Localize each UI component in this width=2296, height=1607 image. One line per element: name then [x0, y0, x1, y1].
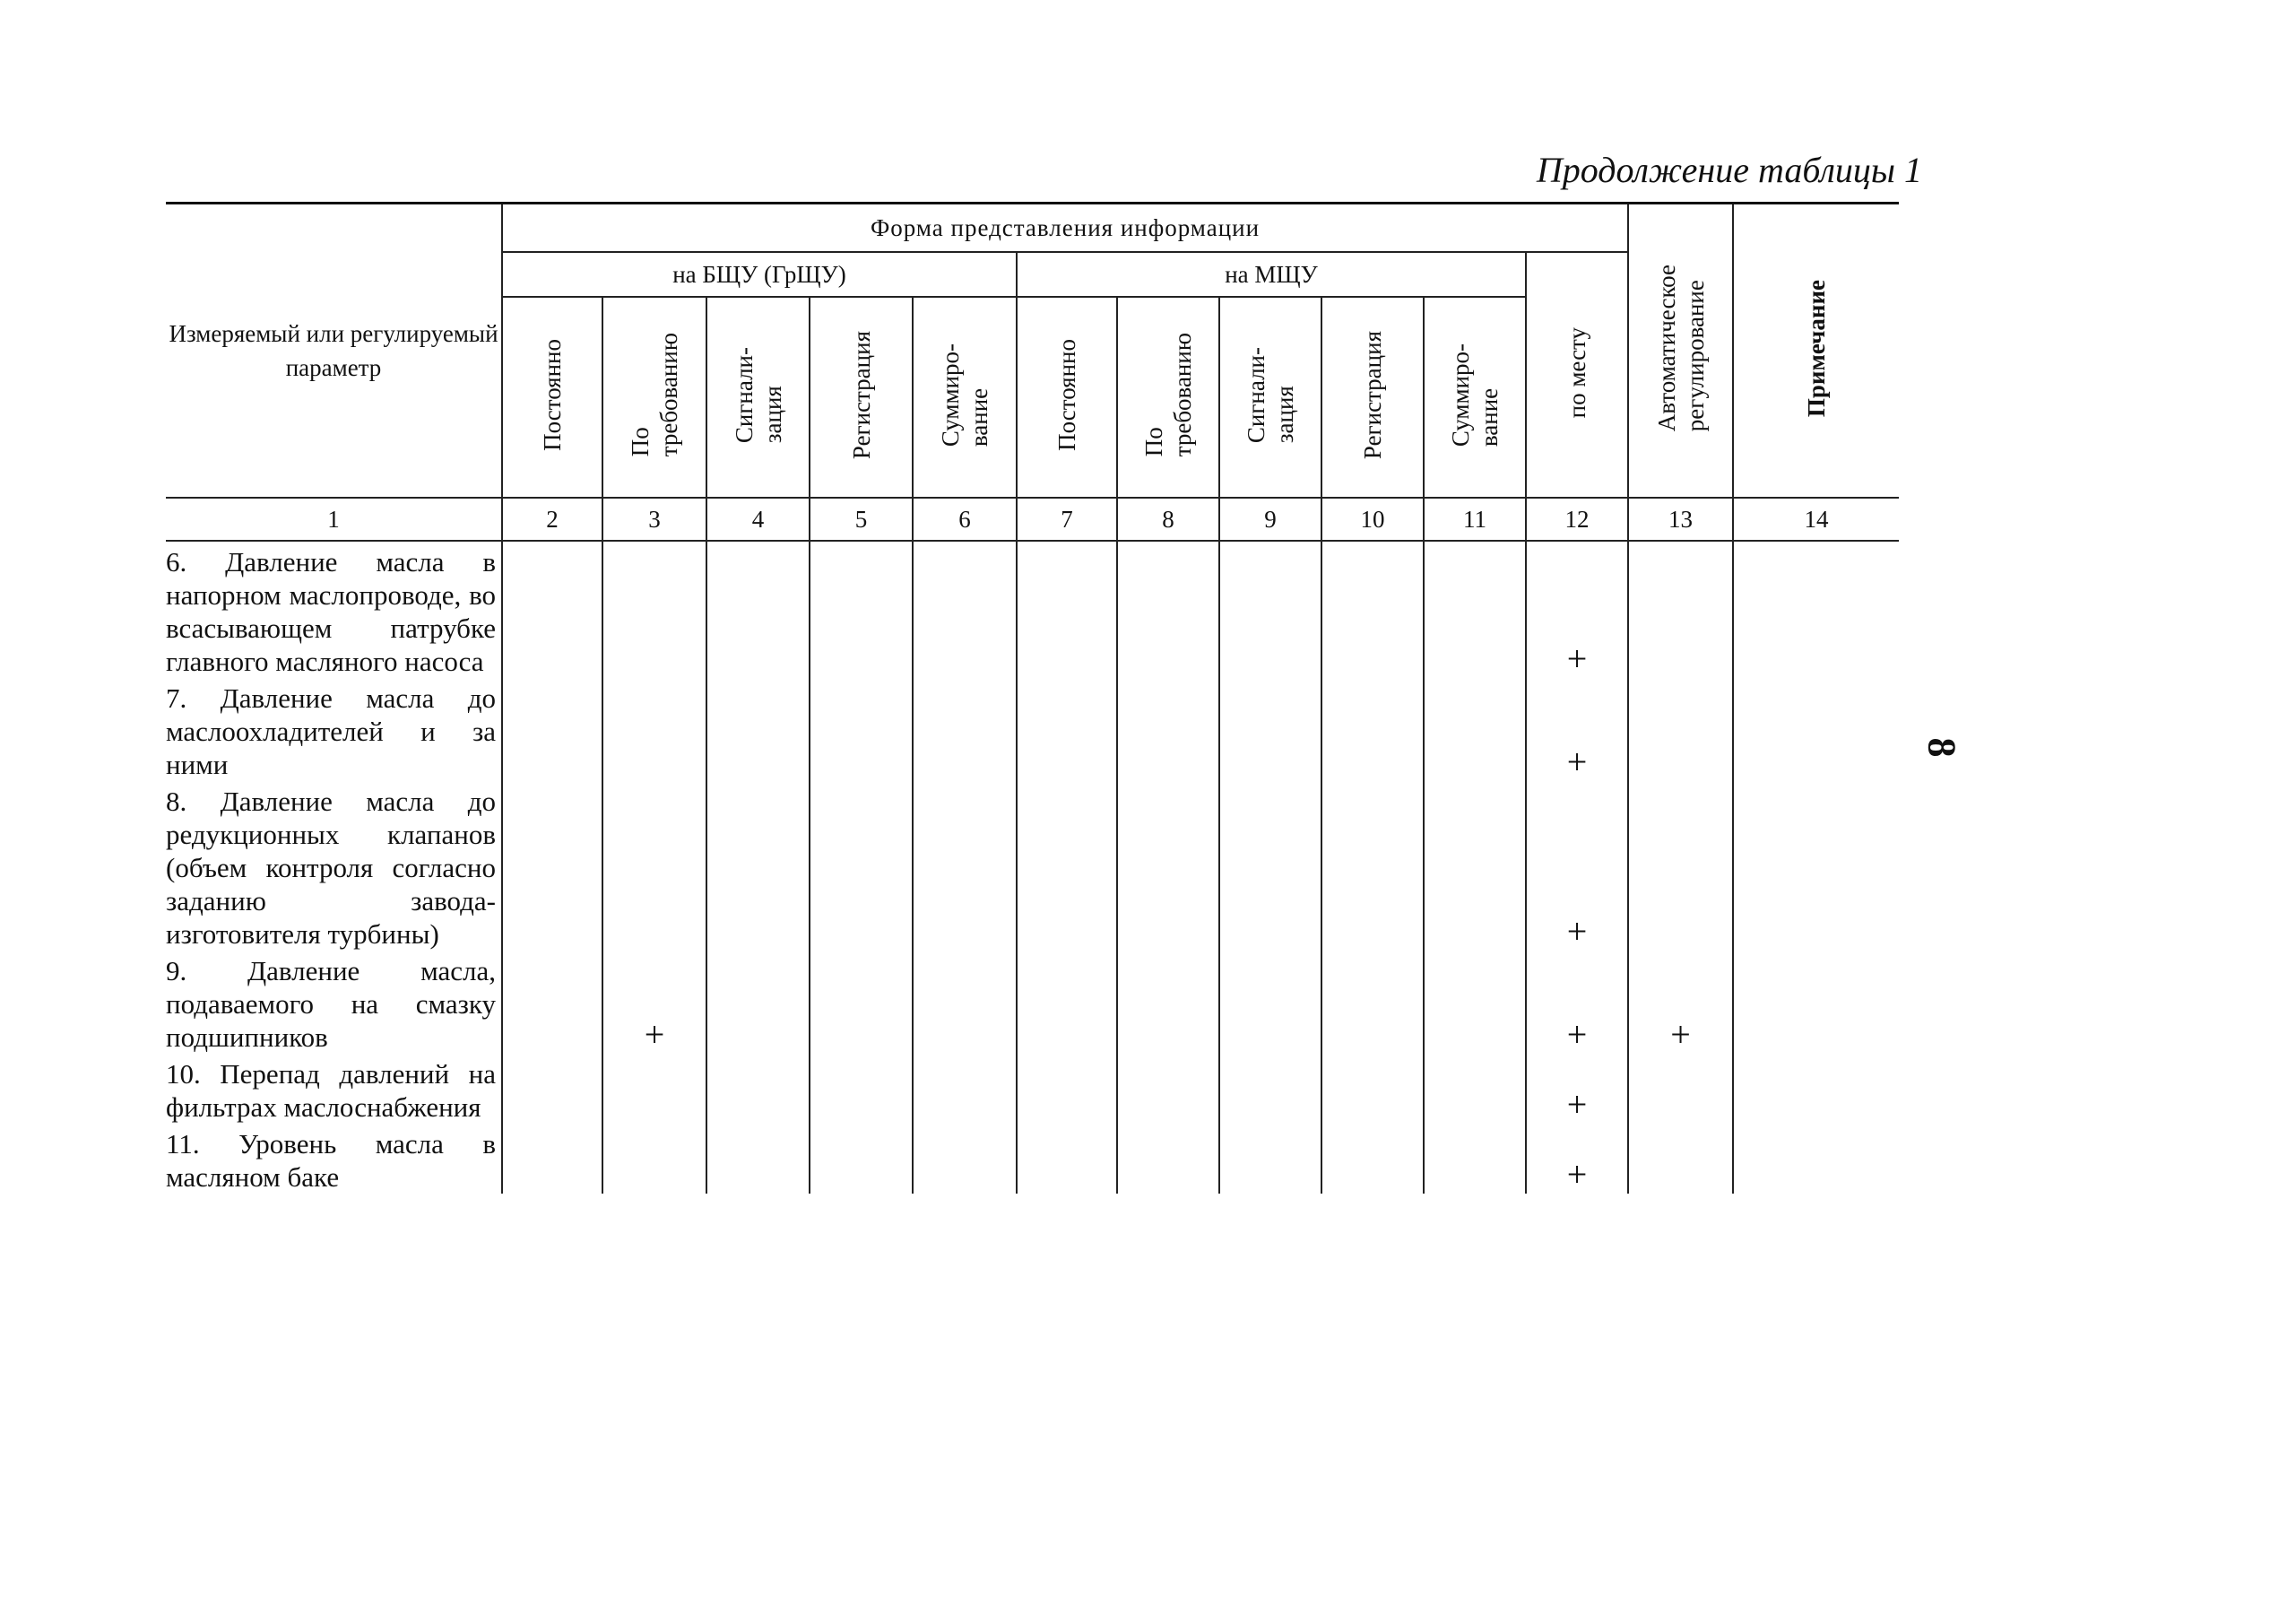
- page-number: 8: [1919, 737, 1964, 758]
- column-number: 9: [1219, 498, 1321, 541]
- mark-cell: [706, 781, 810, 951]
- mark-cell: [1424, 541, 1526, 678]
- mark-cell: [1219, 1054, 1321, 1124]
- mark-cell: [1117, 1124, 1219, 1194]
- mark-cell: [602, 781, 706, 951]
- mark-cell: [913, 1124, 1017, 1194]
- mark-cell: [913, 541, 1017, 678]
- column-number: 3: [602, 498, 706, 541]
- mark-cell: [1117, 1054, 1219, 1124]
- mark-cell: [706, 1054, 810, 1124]
- mark-cell: [1733, 541, 1899, 678]
- subcol-header-9: Сигнали- зация: [1219, 297, 1321, 498]
- mark-cell: [706, 1124, 810, 1194]
- mark-cell: [1017, 951, 1117, 1054]
- column-number: 2: [502, 498, 602, 541]
- mark-cell: [913, 678, 1017, 781]
- mark-cell: [1628, 1054, 1733, 1124]
- column-number: 6: [913, 498, 1017, 541]
- mark-cell: [810, 678, 913, 781]
- mark-cell: [1321, 1124, 1424, 1194]
- subcol-header-10: Регистрация: [1321, 297, 1424, 498]
- mark-cell: [1117, 678, 1219, 781]
- mark-cell: [706, 678, 810, 781]
- mark-cell: [1733, 1124, 1899, 1194]
- info-form-header: Форма представления информации: [502, 204, 1628, 253]
- param-cell: 9. Давление масла, подаваемого на смазку подшипников: [166, 951, 502, 1054]
- mark-cell: [1219, 951, 1321, 1054]
- mark-cell: [1526, 1124, 1628, 1194]
- mark-cell: [913, 781, 1017, 951]
- subcol-header-2: Постоянно: [502, 297, 602, 498]
- mark-cell: [1628, 1124, 1733, 1194]
- mark-cell: [1628, 678, 1733, 781]
- mark-cell: [502, 951, 602, 1054]
- column-number: 5: [810, 498, 913, 541]
- mark-cell: [1321, 951, 1424, 1054]
- mark-cell: [602, 1124, 706, 1194]
- mark-cell: [1219, 781, 1321, 951]
- mark-cell: [602, 678, 706, 781]
- mark-cell: [810, 1124, 913, 1194]
- table-row: [166, 1054, 1899, 1124]
- plus-mark: +: [1566, 638, 1588, 679]
- subcol-header-5: Регистрация: [810, 297, 913, 498]
- mark-cell: [1117, 541, 1219, 678]
- mark-cell: [1733, 951, 1899, 1054]
- column-number: 14: [1733, 498, 1899, 541]
- auto-regulation-header: Автоматическое регулирование: [1628, 204, 1733, 499]
- column-number-row: [166, 498, 1899, 541]
- column-number: 10: [1321, 498, 1424, 541]
- column-number: 4: [706, 498, 810, 541]
- column-number: 1: [166, 498, 502, 541]
- mark-cell: [1117, 781, 1219, 951]
- mark-cell: [1321, 678, 1424, 781]
- subcol-header-6: Суммиро- вание: [913, 297, 1017, 498]
- mark-cell: [1628, 541, 1733, 678]
- table-row: [166, 1124, 1899, 1194]
- mark-cell: [1628, 951, 1733, 1054]
- mark-cell: [602, 541, 706, 678]
- mark-cell: [913, 1054, 1017, 1124]
- mark-cell: [1017, 1124, 1117, 1194]
- mark-cell: [1733, 1054, 1899, 1124]
- parameter-rows: [166, 541, 1899, 1194]
- mark-cell: [1526, 1054, 1628, 1124]
- mark-cell: [1526, 781, 1628, 951]
- mark-cell: [502, 1054, 602, 1124]
- mark-cell: [502, 1124, 602, 1194]
- table-row: [166, 951, 1899, 1054]
- table-row: [166, 781, 1899, 951]
- mark-cell: [1017, 678, 1117, 781]
- plus-mark: +: [1566, 1154, 1588, 1194]
- mark-cell: [1017, 781, 1117, 951]
- mark-cell: [1117, 951, 1219, 1054]
- param-column-header: Измеряемый или регулируемый параметр: [166, 204, 502, 499]
- subcol-header-3: По требованию: [602, 297, 706, 498]
- mark-cell: [810, 951, 913, 1054]
- mark-cell: [706, 951, 810, 1054]
- mark-cell: [1526, 951, 1628, 1054]
- mark-cell: [1424, 781, 1526, 951]
- bschu-header: на БЩУ (ГрЩУ): [502, 252, 1017, 297]
- plus-mark: +: [1566, 1084, 1588, 1125]
- mark-cell: [1424, 1124, 1526, 1194]
- mark-cell: [810, 541, 913, 678]
- mark-cell: [502, 781, 602, 951]
- param-cell: 10. Перепад давлений на фильтрах маслоснабжения: [166, 1054, 502, 1124]
- param-cell: 6. Давление масла в напорном маслопроводе, во всасывающем патрубке главного масляного насоса: [166, 541, 502, 678]
- mark-cell: [913, 951, 1017, 1054]
- parameter-table: [166, 202, 1899, 1194]
- local-header: по месту: [1526, 252, 1628, 498]
- param-cell: 11. Уровень масла в масляном баке: [166, 1124, 502, 1194]
- column-number: 13: [1628, 498, 1733, 541]
- mark-cell: [502, 541, 602, 678]
- subcol-header-7: Постоянно: [1017, 297, 1117, 498]
- mark-cell: [1733, 781, 1899, 951]
- continuation-caption: Продолжение таблицы 1: [1536, 150, 1922, 190]
- plus-mark: +: [1566, 911, 1588, 951]
- mark-cell: [1219, 541, 1321, 678]
- mark-cell: [1733, 678, 1899, 781]
- subcol-header-8: По требованию: [1117, 297, 1219, 498]
- mark-cell: [1526, 678, 1628, 781]
- mark-cell: [1424, 678, 1526, 781]
- mark-cell: [1424, 1054, 1526, 1124]
- mark-cell: [1219, 678, 1321, 781]
- column-number: 11: [1424, 498, 1526, 541]
- mark-cell: [706, 541, 810, 678]
- mark-cell: [1526, 541, 1628, 678]
- mschu-header: на МЩУ: [1017, 252, 1526, 297]
- mark-cell: [602, 1054, 706, 1124]
- plus-mark: +: [644, 1014, 665, 1055]
- mark-cell: [1321, 541, 1424, 678]
- mark-cell: [502, 678, 602, 781]
- plus-mark: +: [1670, 1014, 1691, 1055]
- subcol-header-4: Сигнали- зация: [706, 297, 810, 498]
- mark-cell: [1219, 1124, 1321, 1194]
- mark-cell: [602, 951, 706, 1054]
- mark-cell: [810, 781, 913, 951]
- plus-mark: +: [1566, 742, 1588, 782]
- note-header: Примечание: [1733, 204, 1899, 499]
- mark-cell: [1321, 781, 1424, 951]
- table-row: [166, 541, 1899, 678]
- mark-cell: [1628, 781, 1733, 951]
- column-number: 8: [1117, 498, 1219, 541]
- mark-cell: [1424, 951, 1526, 1054]
- mark-cell: [810, 1054, 913, 1124]
- param-cell: 7. Давление масла до маслоохладителей и за ними: [166, 678, 502, 781]
- column-number: 7: [1017, 498, 1117, 541]
- mark-cell: [1017, 1054, 1117, 1124]
- param-cell: 8. Давление масла до редукционных клапанов (объем контроля согласно заданию завода-изготовителя турбины): [166, 781, 502, 951]
- mark-cell: [1321, 1054, 1424, 1124]
- column-number: 12: [1526, 498, 1628, 541]
- mark-cell: [1017, 541, 1117, 678]
- subcol-header-11: Суммиро- вание: [1424, 297, 1526, 498]
- table-row: [166, 678, 1899, 781]
- plus-mark: +: [1566, 1014, 1588, 1055]
